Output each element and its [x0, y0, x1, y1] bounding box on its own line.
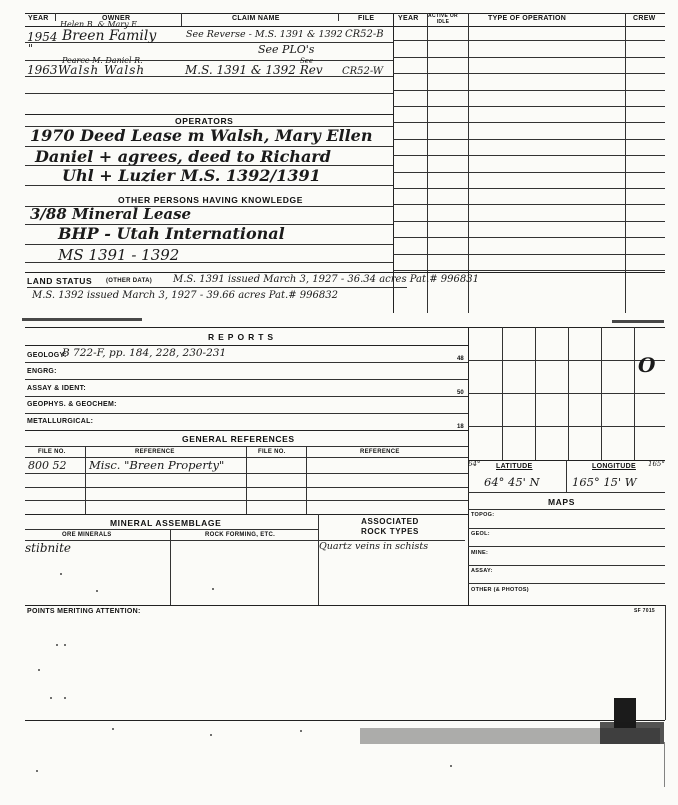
grid-location-mark: O [638, 353, 656, 377]
report-num-18: 18 [457, 424, 464, 430]
lat-prefix: 64° [468, 460, 481, 468]
row-line [393, 270, 665, 271]
gr-divider [85, 446, 86, 514]
row-line [393, 237, 665, 238]
type-header: TYPE OF OPERATION [488, 15, 567, 22]
row-line [393, 172, 665, 173]
owner-row-1-claim: See Reverse - M.S. 1391 & 1392 [186, 29, 343, 40]
geology-value: B 722-F, pp. 184, 228, 230-231 [62, 347, 227, 359]
owner-row-3-owner-top: Pearce M. Daniel R. [62, 56, 143, 65]
maps-topog-label: TOPOG: [471, 512, 495, 518]
knowledge-line-3: MS 1391 - 1392 [58, 246, 180, 264]
attention-right-border [665, 605, 666, 720]
knowledge-line-1: 3/88 Mineral Lease [30, 205, 192, 223]
row-line [393, 122, 665, 123]
crew-header: CREW [633, 15, 656, 22]
land-status-underline [27, 287, 407, 288]
reports-title: REPORTS [208, 332, 278, 342]
operators-line-2: Daniel + agrees, deed to Richard [35, 147, 331, 166]
operators-rule-4 [25, 185, 393, 186]
owner-row-1-year: 1954 [27, 30, 58, 44]
knowledge-line-2: BHP - Utah International [58, 224, 285, 243]
grid-h [468, 426, 665, 427]
active-header: ACTIVE OR IDLE [428, 13, 458, 25]
mineral-assemblage-title: MINERAL ASSEMBLAGE [110, 518, 222, 528]
land-status-rule [25, 272, 665, 273]
report-num-48: 48 [457, 356, 464, 362]
metallurgical-label: METALLURGICAL: [27, 418, 94, 425]
owner-row-1-owner-top: Helen B. & Mary E. [60, 20, 140, 29]
grid-h [468, 393, 665, 394]
owner-row-3-owner: Walsh Walsh [58, 63, 146, 77]
owner-row-3-year: 1963 [27, 63, 58, 77]
scan-dot [212, 588, 214, 590]
attention-label: POINTS MERITING ATTENTION: [27, 608, 141, 615]
report-rule [25, 379, 468, 380]
file-header: FILE [358, 15, 375, 22]
scan-smudge [600, 722, 664, 744]
gr-reference-2-header: REFERENCE [360, 449, 400, 455]
reports-header-rule [25, 345, 468, 346]
owner-row-1-file: CR52-B [345, 29, 384, 40]
scan-dot [300, 730, 302, 732]
mineral-divider [170, 529, 171, 605]
operators-rule-3 [25, 165, 393, 166]
maps-title: MAPS [548, 497, 575, 507]
maps-mine-label: MINE: [471, 550, 489, 556]
claim-header: CLAIM NAME [232, 15, 280, 22]
mineral-top-rule [25, 514, 468, 515]
operators-rule-2 [25, 146, 393, 147]
operators-line-3: Uhl + Luzier M.S. 1392/1391 [62, 166, 321, 185]
report-rule [25, 413, 468, 414]
associated-rock-types-title: ASSOCIATED ROCK TYPES [360, 517, 419, 536]
row-line [393, 204, 665, 205]
land-status-line-2: M.S. 1392 issued March 3, 1927 - 39.66 acres Pat.# 996832 [32, 290, 338, 301]
maps-assay-label: ASSAY: [471, 568, 493, 574]
gr-file-no-header: FILE NO. [38, 449, 66, 455]
gr-row-rule [25, 487, 468, 488]
divider [393, 13, 394, 313]
row-line [393, 40, 665, 41]
year-header: YEAR [28, 15, 49, 22]
gr-reference-value: Misc. "Breen Property" [89, 458, 225, 472]
owner-row-3-claim-sup: See [300, 57, 314, 65]
form-code: SF 7015 [634, 608, 656, 614]
knowledge-rule-2 [25, 224, 393, 225]
row-line [393, 139, 665, 140]
attention-rule [25, 605, 665, 606]
owner-header: OWNER [102, 15, 131, 22]
scan-mark [612, 320, 664, 323]
row-line [393, 73, 665, 74]
mineral-divider [318, 514, 319, 605]
scan-dot [56, 644, 58, 646]
ore-minerals-value: stibnite [25, 541, 71, 555]
report-rule [25, 430, 468, 431]
gr-file-no-2-header: FILE NO. [258, 449, 286, 455]
row-line [393, 57, 665, 58]
scan-dot [50, 697, 52, 699]
gr-file-no-value: 800 52 [28, 459, 67, 472]
land-status-sub: (OTHER DATA) [106, 278, 153, 284]
general-references-title: GENERAL REFERENCES [182, 434, 295, 444]
gr-row-rule [25, 500, 468, 501]
longitude-label: LONGITUDE [592, 463, 636, 470]
row-line [393, 155, 665, 156]
report-rule [25, 362, 468, 363]
scan-dot [112, 728, 114, 730]
knowledge-rule-4 [25, 262, 393, 263]
mineral-header-rule [25, 529, 318, 530]
gr-divider [306, 446, 307, 514]
owner-row-2-claim: See PLO's [258, 43, 315, 56]
divider [181, 13, 182, 26]
divider [55, 13, 56, 21]
lon-suffix: 165° [648, 460, 665, 468]
lat-lon-divider [566, 460, 567, 492]
row-line [393, 221, 665, 222]
latitude-value: 64° 45' N [484, 475, 540, 489]
grid-h [468, 360, 665, 361]
gr-row-rule [25, 473, 468, 474]
scan-dot [64, 644, 66, 646]
owner-row-3-claim: M.S. 1391 & 1392 Rev [185, 63, 323, 77]
divider [338, 13, 339, 21]
scan-dot [38, 669, 40, 671]
owner-row-2-ditto: " [28, 42, 34, 55]
maps-rule [468, 565, 665, 566]
scan-edge [664, 742, 665, 787]
engrg-label: ENGRG: [27, 368, 57, 375]
operators-title: OPERATORS [175, 116, 234, 126]
operators-line-1: 1970 Deed Lease m Walsh, Mary Ellen [30, 126, 373, 145]
owner-row-3-file: CR52-W [342, 66, 384, 77]
maps-rule [468, 509, 665, 510]
form-top-border [25, 13, 665, 14]
knowledge-title: OTHER PERSONS HAVING KNOWLEDGE [118, 195, 304, 205]
operators-rule [25, 114, 393, 115]
associated-rock-value: Quartz veins in schists [319, 541, 429, 552]
knowledge-rule-3 [25, 244, 393, 245]
row-line [393, 254, 665, 255]
maps-rule [468, 528, 665, 529]
scan-dot [210, 734, 212, 736]
report-rule [25, 396, 468, 397]
scan-dot [96, 590, 98, 592]
attention-bottom-rule [25, 720, 665, 721]
gr-reference-header: REFERENCE [135, 449, 175, 455]
row-line [393, 90, 665, 91]
geology-label: GEOLOGY: [27, 352, 67, 359]
rock-forming-header: ROCK FORMING, ETC. [205, 532, 276, 538]
divider [427, 13, 428, 313]
year2-header: YEAR [398, 15, 419, 22]
report-num-50: 50 [457, 390, 464, 396]
divider [625, 13, 626, 313]
land-status-line-1: M.S. 1391 issued March 3, 1927 - 36.34 acres Pat.# 996831 [173, 274, 479, 285]
lat-lon-rule [468, 492, 665, 493]
maps-rule [468, 583, 665, 584]
row-line [393, 106, 665, 107]
divider [468, 13, 469, 313]
maps-geol-label: GEOL: [471, 531, 490, 537]
maps-other-label: OTHER (& PHOTOS) [471, 587, 529, 593]
latitude-label: LATITUDE [496, 463, 533, 470]
ore-minerals-header: ORE MINERALS [62, 532, 112, 538]
owner-row-1-owner: Breen Family [62, 28, 157, 44]
geophys-label: GEOPHYS. & GEOCHEM: [27, 401, 117, 408]
land-status-label: LAND STATUS [27, 276, 93, 286]
scan-dot [64, 697, 66, 699]
longitude-value: 165° 15' W [572, 475, 637, 489]
scan-dot [450, 765, 452, 767]
gr-divider [246, 446, 247, 514]
row-line [25, 93, 393, 94]
reports-top-rule [25, 327, 665, 328]
row-line [393, 188, 665, 189]
scan-dot [60, 573, 62, 575]
scan-mark [22, 318, 142, 321]
maps-rule [468, 546, 665, 547]
assay-label: ASSAY & IDENT: [27, 385, 87, 392]
scan-dot [36, 770, 38, 772]
